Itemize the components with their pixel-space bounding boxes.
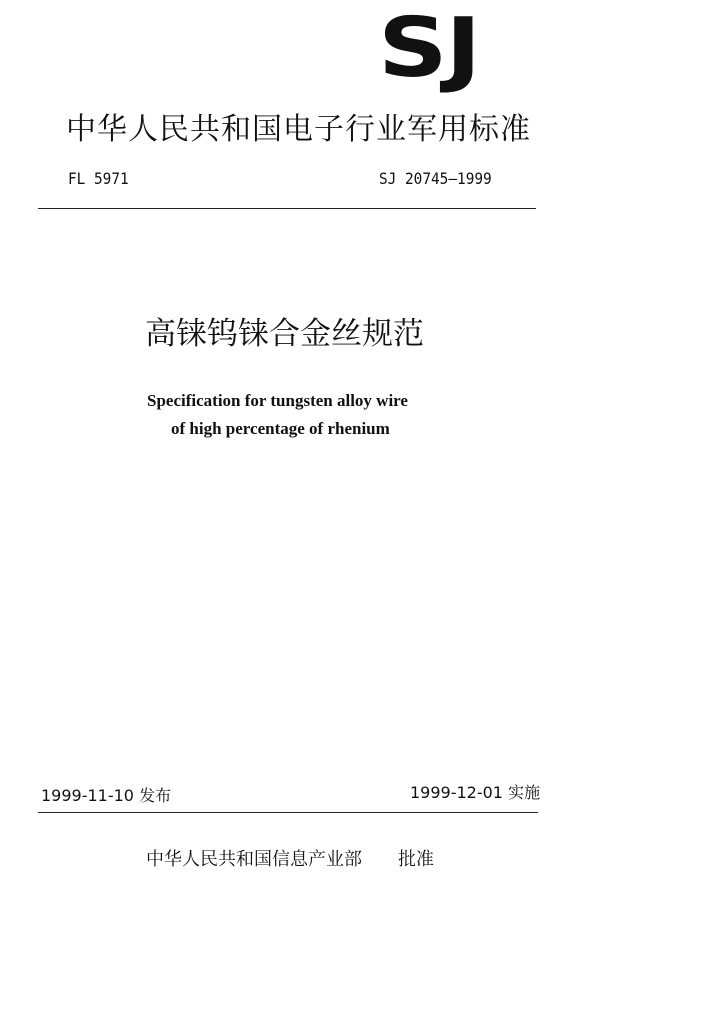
english-title-line-2: of high percentage of rhenium <box>171 419 390 438</box>
issue-date: 1999-11-10 发布 <box>41 786 172 805</box>
english-title-line-1: Specification for tungsten alloy wire <box>147 391 408 410</box>
approval-label: 批准 <box>398 849 434 870</box>
footer-divider <box>38 812 538 813</box>
standard-number: SJ 20745—1999 <box>379 169 492 188</box>
effective-date: 1999-12-01 实施 <box>410 783 541 802</box>
header-divider <box>38 208 536 209</box>
sj-logo: SJ <box>378 1 479 96</box>
issuing-authority: 中华人民共和国信息产业部 <box>146 849 362 870</box>
document-title-chinese: 高铼钨铼合金丝规范 <box>145 316 424 352</box>
document-title-english <box>147 387 447 443</box>
standard-type-heading: 中华人民共和国电子行业军用标准 <box>66 112 531 147</box>
classification-code: FL 5971 <box>68 169 129 188</box>
